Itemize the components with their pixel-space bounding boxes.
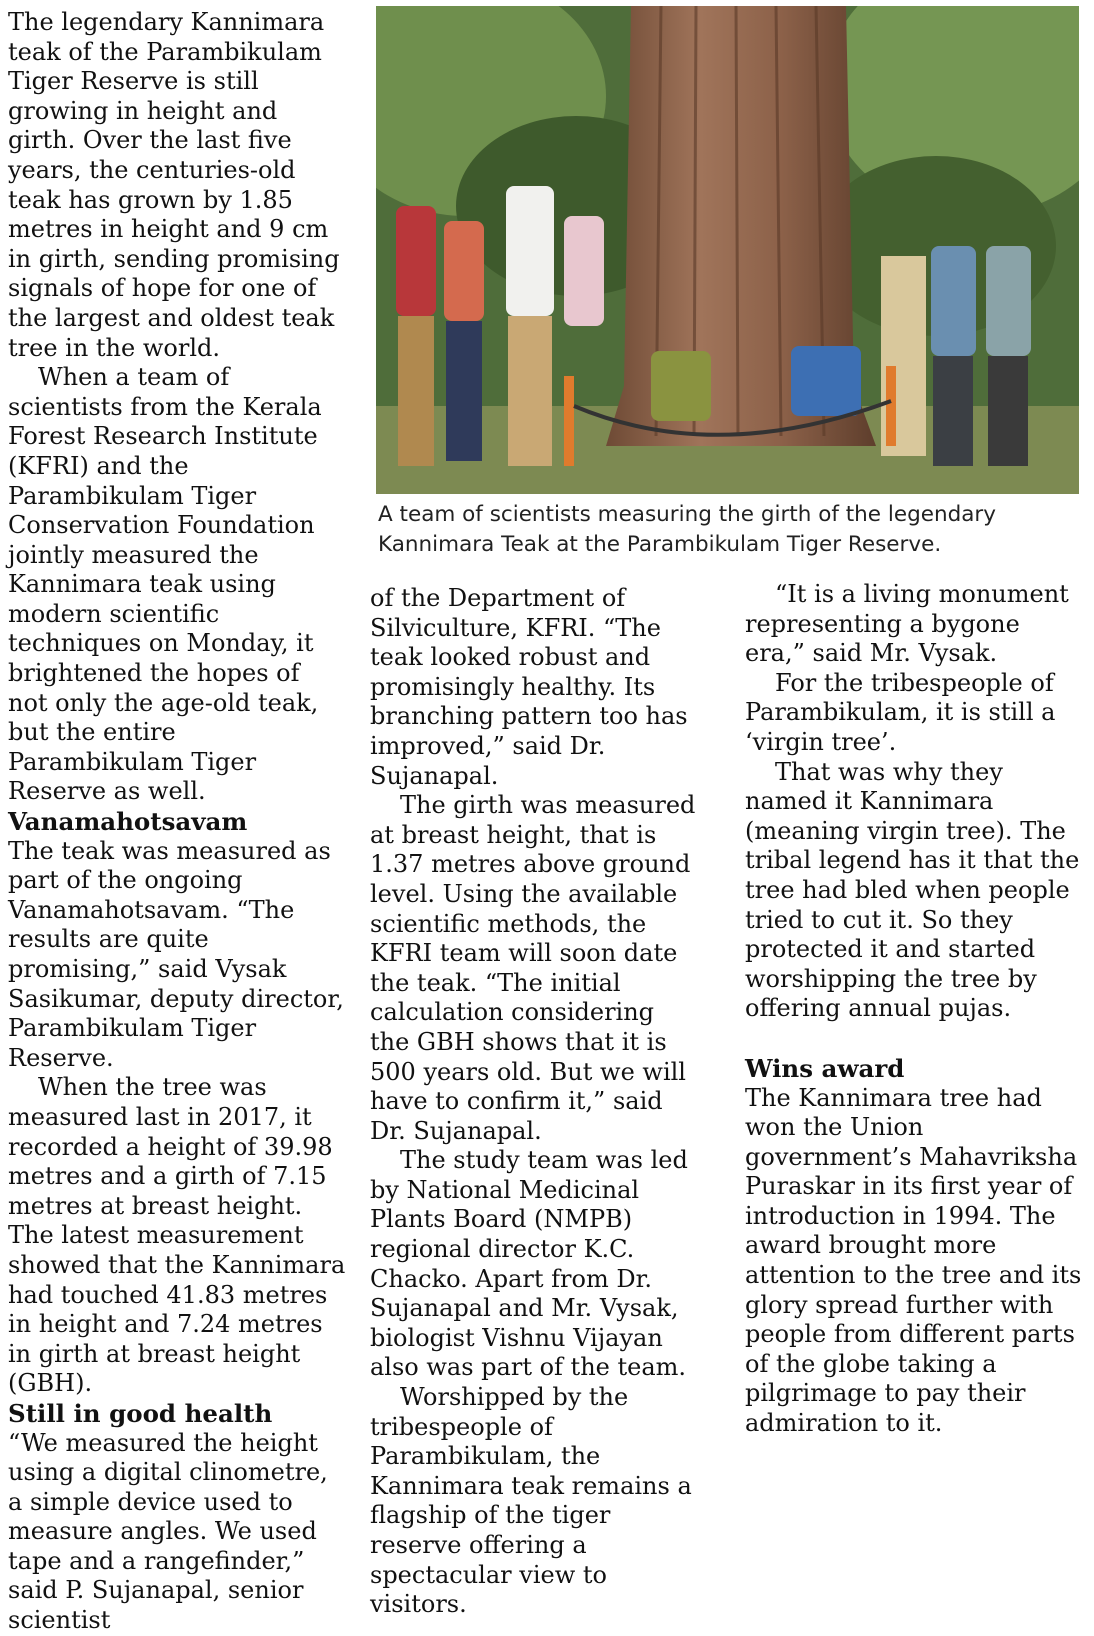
paragraph: The Kannimara tree had won the Union government’s Mahavriksha Puraskar in its first year of introduction in 1994. The award brought more attention to the tree and its glory spread further with people from different parts of the globe taking a pilgrimage to pay their admiration to it. [745, 1083, 1082, 1438]
article-column-3 [745, 580, 1085, 1439]
paragraph: “We measured the height using a digital clinometre, a simple device used to measure angles. We used tape and a rangefinder,” said P. Sujanapal, senior scientist [8, 1428, 328, 1635]
news-photo [376, 6, 1079, 494]
paragraph: of the Department of Silviculture, KFRI. “The teak looked robust and promisingly healthy. Its branching pattern too has improved,” said Dr. Sujanapal. [370, 584, 688, 790]
paragraph: “It is a living monument representing a bygone era,” said Mr. Vysak. [745, 580, 1069, 668]
article-column-2 [370, 584, 700, 1620]
paragraph: The legendary Kannimara teak of the Parambikulam Tiger Reserve is still growing in height and girth. Over the last five years, the centuries-old teak has grown by 1.85 metres in height and 9 cm in girth, sending promising signals of hope for one of the largest and oldest teak tree in the world. [8, 8, 340, 362]
paragraph: Worshipped by the tribespeople of Parambikulam, the Kannimara teak remains a flagship of the tiger reserve offering a spectacular view to visitors. [370, 1383, 692, 1619]
paragraph: When a team of scientists from the Kerala Forest Research Institute (KFRI) and the Parambikulam Tiger Conservation Foundation jointly measured the Kannimara teak using modern scientific techniques on Monday, it brightened the hopes of not only the age-old teak, but the entire Parambikulam Tiger Reserve as well. [8, 363, 322, 806]
article-column-1 [8, 8, 346, 1636]
photo-caption: A team of scientists measuring the girth of the legendary Kannimara Teak at the Parambikulam Tiger Reserve. [378, 502, 996, 557]
subheading-good-health: Still in good health [8, 1398, 273, 1428]
paragraph: The teak was measured as part of the ongoing Vanamahotsavam. “The results are quite promising,” said Vysak Sasikumar, deputy director, Parambikulam Tiger Reserve. [8, 836, 344, 1072]
paragraph: That was why they named it Kannimara (meaning virgin tree). The tribal legend has it that the tree had bled when people tried to cut it. So they protected it and started worshipping the tree by offering annual pujas. [745, 757, 1080, 1023]
subheading-wins-award: Wins award [745, 1053, 905, 1083]
paragraph: The girth was measured at breast height, that is 1.37 metres above ground level. Using the available scientific methods, the KFRI team will soon date the teak. “The initial calculation considering the GBH shows that it is 500 years old. But we will have to confirm it,” said Dr. Sujanapal. [370, 791, 696, 1145]
paragraph: The study team was led by National Medicinal Plants Board (NMPB) regional director K.C. Chacko. Apart from Dr. Sujanapal and Mr. Vysak, biologist Vishnu Vijayan also was part of the team. [370, 1146, 688, 1382]
paragraph: When the tree was measured last in 2017, it recorded a height of 39.98 metres and a girth of 7.15 metres at breast height. The latest measurement showed that the Kannimara had touched 41.83 metres in height and 7.24 metres in girth at breast height (GBH). [8, 1073, 346, 1398]
subheading-vanamahotsavam: Vanamahotsavam [8, 807, 248, 837]
paragraph: For the tribespeople of Parambikulam, it is still a ‘virgin tree’. [745, 668, 1056, 756]
